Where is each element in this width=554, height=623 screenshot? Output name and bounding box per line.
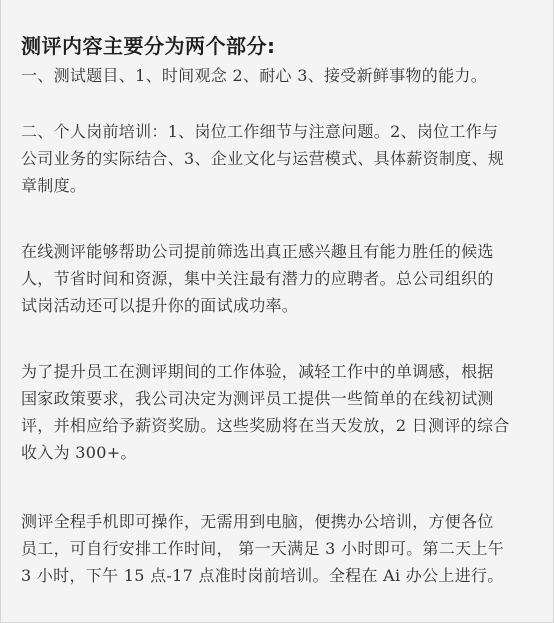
paragraph-salary-reward	[21, 358, 541, 466]
document-title: 测评内容主要分为两个部分:	[21, 34, 276, 58]
paragraph-test-topics	[21, 62, 541, 89]
paragraph-line: 在线测评能够帮助公司提前筛选出真正感兴趣且有能力胜任的候选	[21, 242, 494, 261]
paragraph-mobile-schedule	[21, 508, 541, 589]
paragraph-line: 国家政策要求，我公司决定为测评员工提供一些简单的在线初试测	[21, 389, 494, 408]
paragraph-line: 试岗活动还可以提升你的面试成功率。	[21, 296, 299, 315]
paragraph-line: 章制度。	[21, 176, 87, 195]
paragraph-online-assessment	[21, 238, 541, 319]
paragraph-line: 3 小时，下午 15 点-17 点准时岗前培训。全程在 Ai 办公上进行。	[21, 566, 504, 585]
paragraph-line: 一、测试题目、1、时间观念 2、耐心 3、接受新鲜事物的能力。	[21, 66, 488, 85]
paragraph-line: 公司业务的实际结合、3、企业文化与运营模式、具体薪资制度、规	[21, 149, 505, 168]
paragraph-pre-job-training	[21, 118, 541, 199]
paragraph-line: 收入为 300+。	[21, 443, 137, 462]
paragraph-line: 人，节省时间和资源，集中关注最有潜力的应聘者。总公司组织的	[21, 269, 494, 288]
paragraph-line: 二、个人岗前培训：1、岗位工作细节与注意问题。2、岗位工作与	[21, 122, 499, 141]
paragraph-line: 员工，可自行安排工作时间， 第一天满足 3 小时即可。第二天上午	[21, 539, 505, 558]
paragraph-line: 为了提升员工在测评期间的工作体验，减轻工作中的单调感，根据	[21, 362, 494, 381]
paragraph-line: 测评全程手机即可操作，无需用到电脑，便携办公培训，方便各位	[21, 512, 494, 531]
paragraph-line: 评，并相应给予薪资奖励。这些奖励将在当天发放，2 日测评的综合	[21, 416, 510, 435]
